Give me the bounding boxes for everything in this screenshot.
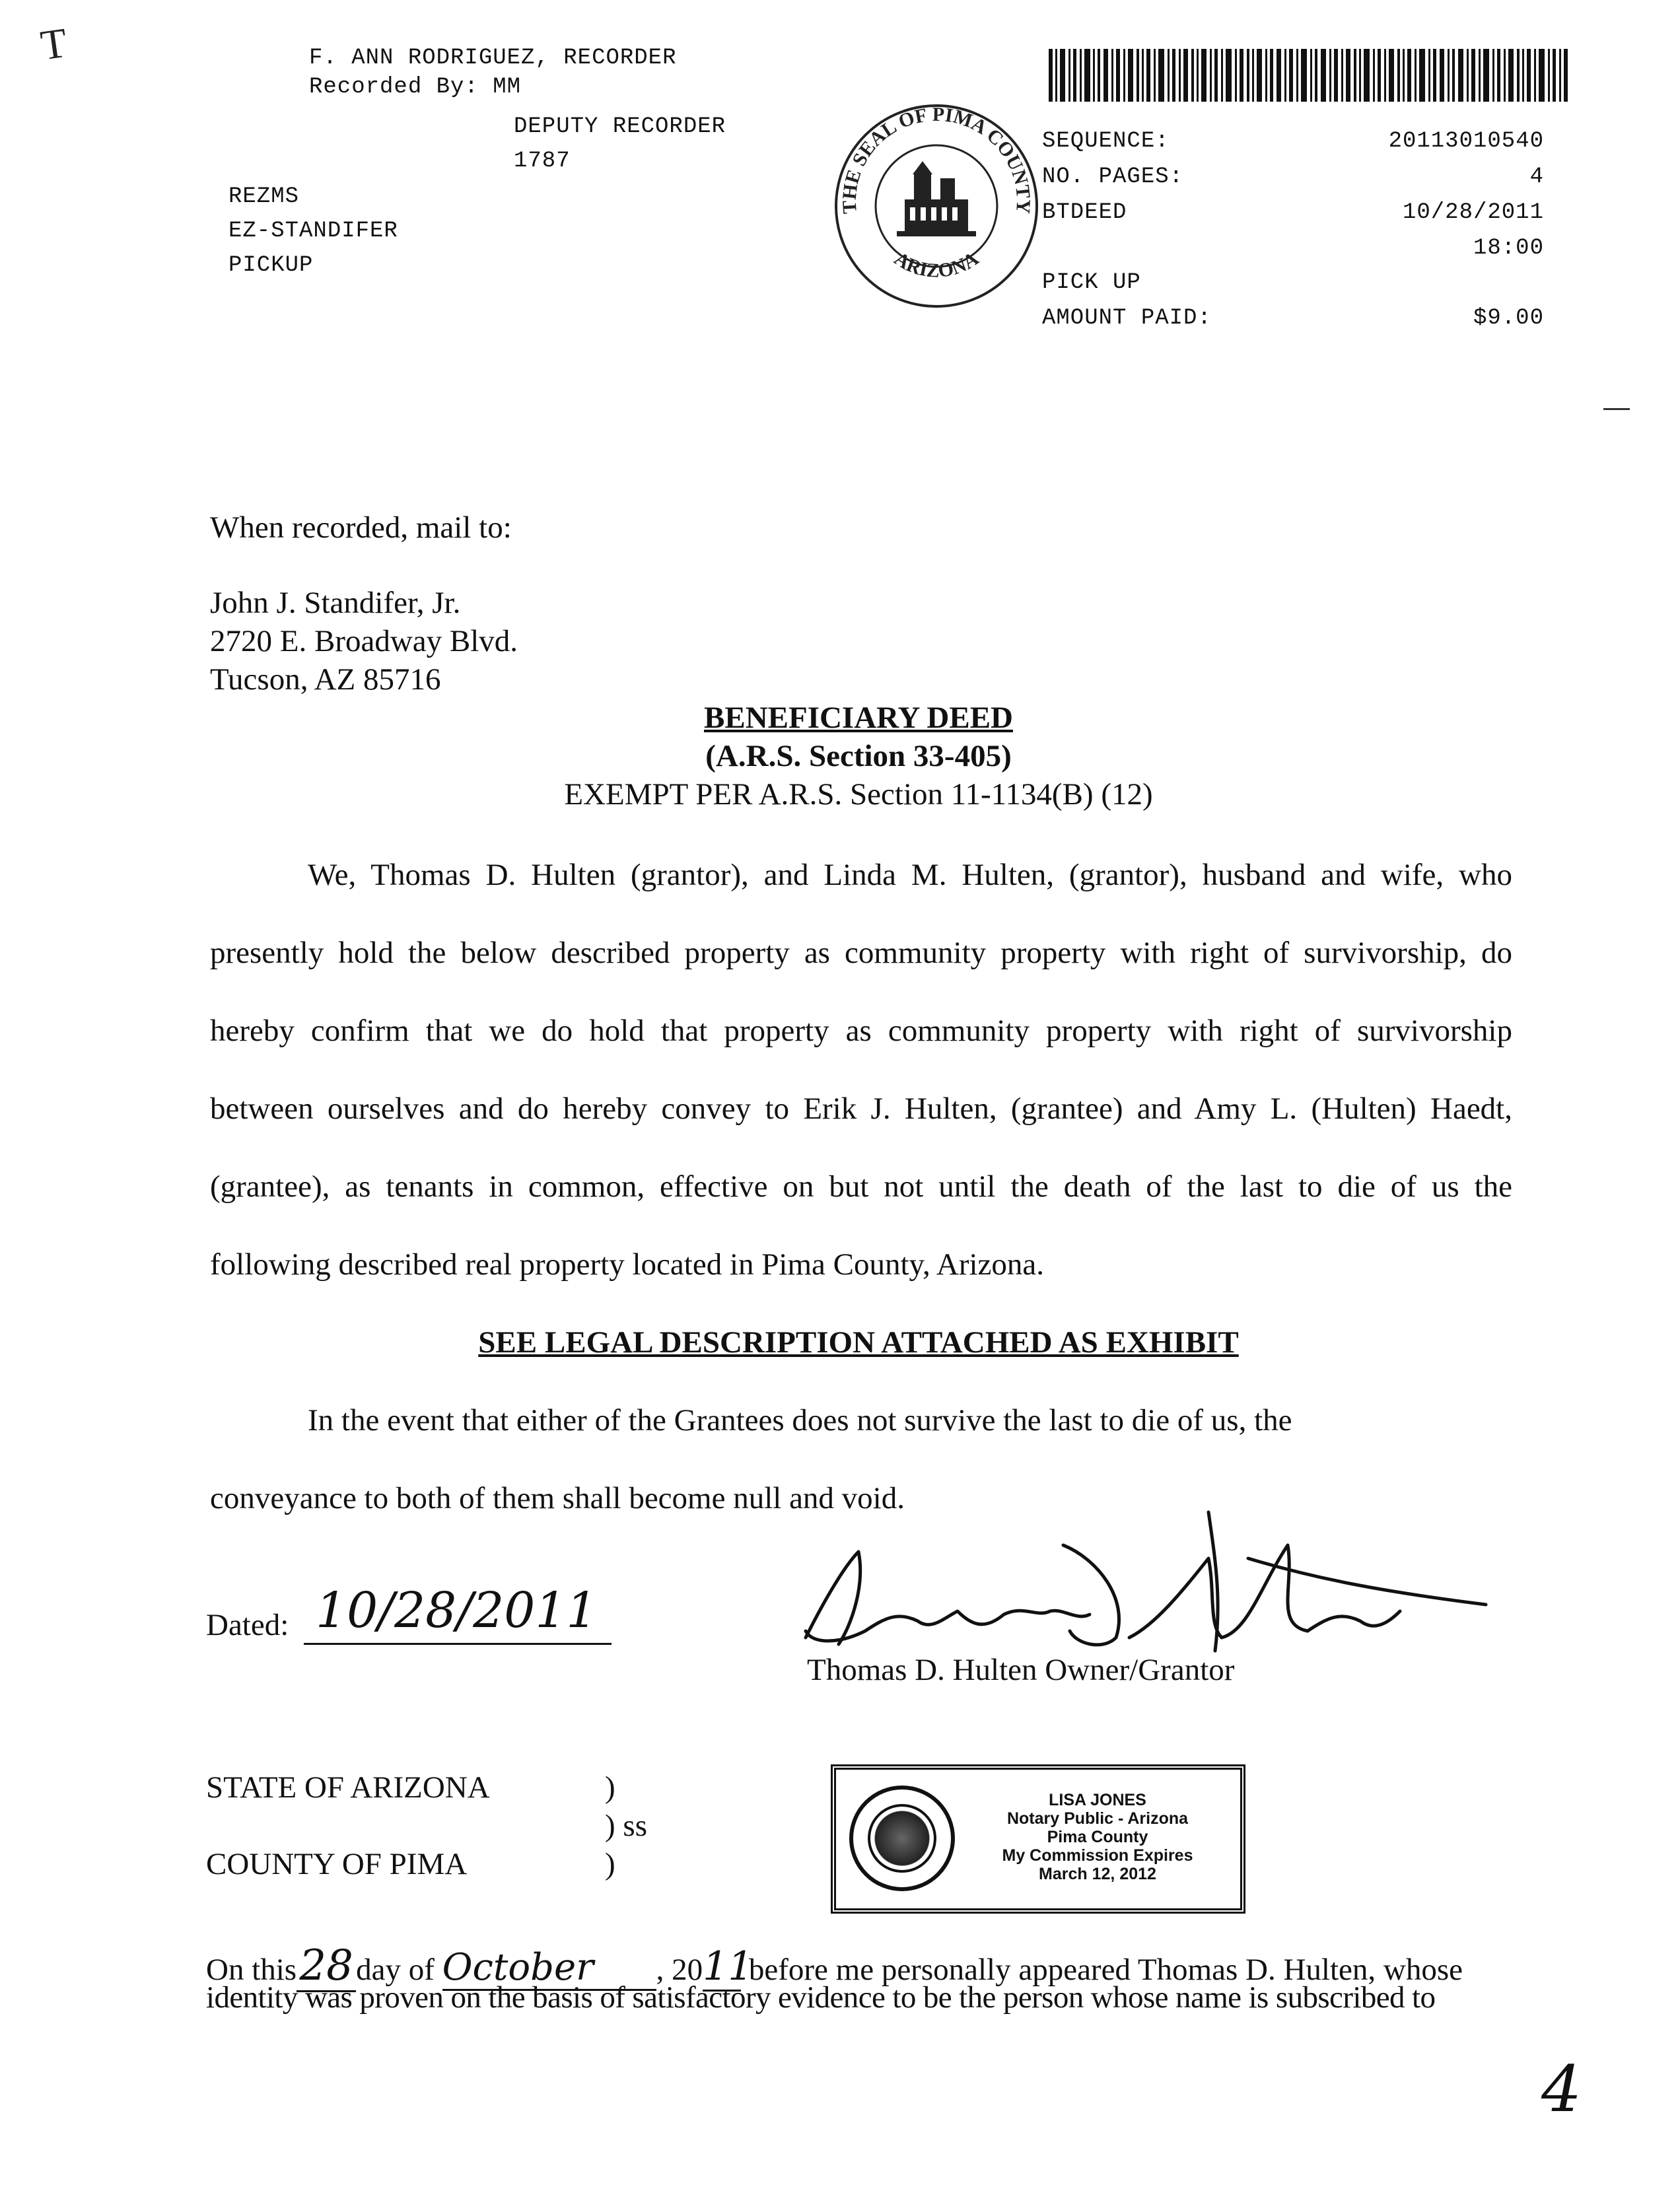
mail-to-line: 2720 E. Broadway Blvd. [210, 624, 518, 658]
body-line: We, Thomas D. Hulten (grantor), and Linda M. Hulten, (grantor), husband and wife, who [308, 858, 1512, 892]
notary-stamp-text [965, 1791, 1230, 1883]
notary-commission: My Commission Expires [1002, 1846, 1193, 1865]
sequence-row [1042, 124, 1544, 158]
recording-code: REZMS [228, 184, 300, 209]
sequence-label: SEQUENCE: [1042, 129, 1170, 154]
ack-rest: before me personally appeared Thomas D. Hulten, whose [748, 1953, 1463, 1987]
body-line: following described real property located in Pima County, Arizona. [210, 1247, 1045, 1282]
ack-day-of: day of [356, 1953, 435, 1987]
recorded-by: Recorded By: MM [309, 75, 522, 100]
sequence-value: 20113010540 [1388, 129, 1544, 154]
signer-name: Thomas D. Hulten Owner/Grantor [807, 1653, 1235, 1687]
body-line: presently hold the below described property as community property with right of survivorship, do [210, 936, 1512, 970]
mail-to-heading: When recorded, mail to: [210, 510, 512, 545]
notary-stamp [831, 1764, 1245, 1914]
venue-paren: ) [605, 1770, 615, 1805]
pages-label: NO. PAGES: [1042, 164, 1184, 190]
barcode [1049, 49, 1568, 102]
recorder-name: F. ANN RODRIGUEZ, RECORDER [309, 46, 677, 71]
seal-text-bottom: ARIZONA [890, 247, 983, 282]
recording-code: EZ-STANDIFER [228, 219, 398, 244]
signature-graphic [786, 1479, 1499, 1677]
ack-day-handwritten: 28 [297, 1941, 356, 1992]
pickup-label: PICK UP [1042, 270, 1141, 295]
document-type: BTDEED [1042, 200, 1127, 225]
mail-to-line: Tucson, AZ 85716 [210, 662, 441, 697]
ack-year-handwritten: 11 [703, 1943, 741, 1992]
deputy-recorder-label: DEPUTY RECORDER [514, 114, 726, 139]
dated-underline [304, 1643, 612, 1645]
venue-ss: ) ss [605, 1809, 647, 1843]
pages-row [1042, 160, 1544, 194]
ack-month-handwritten: October [442, 1946, 656, 1991]
body-line: hereby confirm that we do hold that property as community property with right of survivorship [210, 1014, 1512, 1048]
notary-seal-icon [849, 1786, 955, 1891]
ack-prefix: On this [206, 1953, 297, 1987]
event-line: In the event that either of the Grantees does not survive the last to die of us, the [308, 1403, 1292, 1438]
venue-state: STATE OF ARIZONA [206, 1770, 490, 1805]
amount-label: AMOUNT PAID: [1042, 306, 1212, 331]
page-number-handwritten: 4 [1541, 2052, 1582, 2126]
deputy-recorder-number: 1787 [514, 149, 571, 174]
notary-title: Notary Public - Arizona [1006, 1809, 1189, 1828]
notary-county: Pima County [1047, 1828, 1148, 1846]
dated-handwritten: 10/28/2011 [316, 1582, 598, 1639]
margin-dash [1603, 408, 1630, 410]
svg-text:THE SEAL OF PIMA COUNTY [839, 104, 1035, 215]
recording-date: 10/28/2011 [1402, 200, 1544, 225]
mail-to-line: John J. Standifer, Jr. [210, 586, 461, 620]
recording-time: 18:00 [1473, 236, 1544, 261]
svg-text:ARIZONA [890, 248, 983, 282]
venue-paren: ) [605, 1847, 615, 1881]
signature-scribble [786, 1479, 1499, 1677]
barcode-graphic [1049, 49, 1568, 102]
ack-year-prefix: , 20 [656, 1953, 703, 1987]
time-row [1042, 231, 1544, 265]
legal-description-heading: SEE LEGAL DESCRIPTION ATTACHED AS EXHIBIT [478, 1325, 1239, 1360]
deed-title: BENEFICIARY DEED [704, 701, 1013, 735]
recording-code: PICKUP [228, 253, 314, 278]
seal-building-icon [897, 161, 976, 236]
deed-statute: (A.R.S. Section 33-405) [705, 739, 1012, 773]
venue-county: COUNTY OF PIMA [206, 1847, 468, 1881]
body-line: between ourselves and do hereby convey to Erik J. Hulten, (grantee) and Amy L. (Hulten) Haedt, [210, 1092, 1512, 1126]
amount-row [1042, 301, 1544, 335]
amount-value: $9.00 [1473, 306, 1544, 331]
margin-mark: T [38, 18, 70, 69]
dated-label: Dated: [206, 1608, 289, 1642]
notary-expiry: March 12, 2012 [1039, 1865, 1156, 1883]
notary-name: LISA JONES [1049, 1791, 1146, 1809]
doctype-row [1042, 195, 1544, 230]
seal-text-top: THE SEAL OF PIMA COUNTY [838, 103, 1035, 215]
acknowledgment-line-2: identity was proven on the basis of satisfactory evidence to be the person whose name is subscribed to [206, 1980, 1436, 2015]
body-line: (grantee), as tenants in common, effective on but not until the death of the last to die of us the [210, 1169, 1512, 1204]
deed-exempt: EXEMPT PER A.R.S. Section 11-1134(B) (12) [564, 777, 1153, 812]
pickup-row [1042, 265, 1544, 300]
county-seal [831, 100, 1042, 312]
event-line: conveyance to both of them shall become null and void. [210, 1481, 905, 1515]
seal-graphic [831, 100, 1042, 312]
pages-value: 4 [1529, 164, 1544, 190]
